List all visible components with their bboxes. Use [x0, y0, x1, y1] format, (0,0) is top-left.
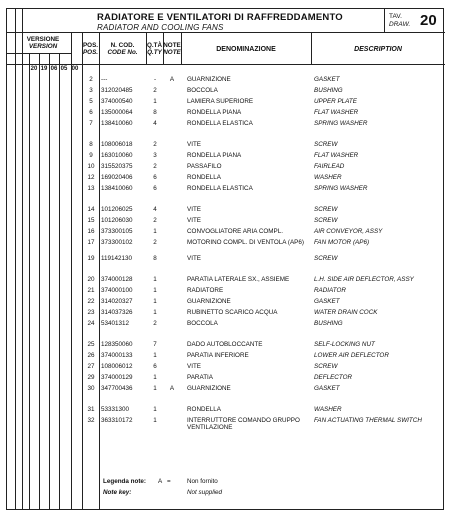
- code-header-it: N. COD.: [110, 42, 135, 49]
- part-pos: 15: [87, 217, 95, 224]
- part-pos: 9: [89, 152, 93, 159]
- part-pos: 22: [87, 298, 95, 305]
- drawing-box-divider: [384, 9, 385, 32]
- version-code: 05: [60, 66, 68, 72]
- part-qty: 4: [153, 206, 157, 213]
- part-code: 138410060: [101, 185, 133, 192]
- legend-label: Legenda note:: [103, 478, 147, 485]
- part-code: 315520375: [101, 163, 133, 170]
- part-qty: 8: [153, 109, 157, 116]
- part-pos: 23: [87, 309, 95, 316]
- page-subtitle: RADIATOR AND COOLING FANS: [97, 23, 224, 32]
- part-qty: 6: [153, 174, 157, 181]
- pos-header-it: POS.: [82, 42, 99, 49]
- part-description-it: VITE: [187, 363, 201, 370]
- part-qty: 1: [153, 406, 157, 413]
- table-row: [7, 320, 445, 331]
- legend-line-it: [103, 478, 218, 486]
- part-qty: 1: [153, 417, 157, 424]
- table-row: [7, 141, 445, 152]
- table-row: [7, 163, 445, 174]
- part-description-en: GASKET: [314, 298, 340, 305]
- part-pos: 31: [87, 406, 95, 413]
- table-row: [7, 363, 445, 374]
- part-qty: 2: [153, 141, 157, 148]
- part-description-en: L.H. SIDE AIR DEFLECTOR, ASSY: [314, 276, 414, 283]
- part-pos: 29: [87, 374, 95, 381]
- part-qty: -: [153, 76, 157, 83]
- part-description-en: SCREW: [314, 141, 338, 148]
- part-pos: 3: [89, 87, 93, 94]
- part-pos: 14: [87, 206, 95, 213]
- part-code: 373300102: [101, 239, 133, 246]
- part-code: 138410060: [101, 120, 133, 127]
- qty-header-en: Q.TY: [147, 49, 162, 56]
- table-row: [7, 239, 445, 250]
- part-qty: 6: [153, 363, 157, 370]
- part-description-it: PASSAFILO: [187, 163, 222, 170]
- part-description-it: GUARNIZIONE: [187, 298, 231, 305]
- drawing-label-it: TAV.: [389, 13, 402, 20]
- version-code: 19: [40, 66, 48, 72]
- part-description-it: RONDELLA: [187, 406, 221, 413]
- part-qty: 1: [153, 228, 157, 235]
- table-row: [7, 206, 445, 217]
- part-description-en: FLAT WASHER: [314, 109, 359, 116]
- version-code: 20: [30, 66, 38, 72]
- part-code: 101206025: [101, 206, 133, 213]
- version-header-en: VERSION: [28, 43, 58, 50]
- table-row: [7, 385, 445, 396]
- part-pos: 20: [87, 276, 95, 283]
- pos-header-en: POS.: [82, 49, 99, 56]
- part-description-it: PARATIA LATERALE SX., ASSIEME: [187, 276, 290, 283]
- qty-header: [146, 42, 163, 56]
- part-description-en: SELF-LOCKING NUT: [314, 341, 375, 348]
- part-code: 374000129: [101, 374, 133, 381]
- part-code: 314037326: [101, 309, 133, 316]
- part-code: 119142130: [101, 255, 133, 262]
- legend-label-en: Note key:: [103, 489, 132, 496]
- part-description-it: RONDELLA ELASTICA: [187, 185, 253, 192]
- part-note: A: [169, 76, 175, 83]
- drawing-label-en: DRAW.: [389, 21, 411, 28]
- part-qty: 1: [153, 309, 157, 316]
- part-qty: 1: [153, 374, 157, 381]
- qty-header-it: Q.TÀ: [146, 42, 163, 49]
- part-description-it: DADO AUTOBLOCCANTE: [187, 341, 263, 348]
- table-row: [7, 287, 445, 298]
- table-row: [7, 152, 445, 163]
- part-description-en: FAIRLEAD: [314, 163, 345, 170]
- part-code: 347700436: [101, 385, 133, 392]
- version-code: 06: [50, 66, 58, 72]
- part-qty: 1: [153, 298, 157, 305]
- part-pos: 6: [89, 109, 93, 116]
- version-header: [15, 36, 71, 50]
- part-code: 163010060: [101, 152, 133, 159]
- note-header: [163, 42, 181, 56]
- part-code: 374000133: [101, 352, 133, 359]
- legend-equals: =: [167, 478, 171, 485]
- part-qty: 7: [153, 341, 157, 348]
- part-description-it: BOCCOLA: [187, 320, 218, 327]
- part-description-en: GASKET: [314, 385, 340, 392]
- part-description-it: RONDELLA PIANA: [187, 109, 242, 116]
- part-description-it: GUARNIZIONE: [187, 76, 231, 83]
- part-description-en: SCREW: [314, 217, 338, 224]
- part-description-it: VITE: [187, 217, 201, 224]
- part-qty: 2: [153, 320, 157, 327]
- part-code: 374000128: [101, 276, 133, 283]
- table-row: [7, 87, 445, 98]
- part-description-en: SCREW: [314, 363, 338, 370]
- part-description-en: FAN MOTOR (AP6): [314, 239, 370, 246]
- part-description-en: SPRING WASHER: [314, 185, 368, 192]
- table-row: [7, 217, 445, 228]
- part-qty: 3: [153, 152, 157, 159]
- part-pos: 27: [87, 363, 95, 370]
- desc-it-header: DENOMINAZIONE: [216, 46, 276, 53]
- part-description-en: SPRING WASHER: [314, 120, 368, 127]
- part-description-en: WATER DRAIN COCK: [314, 309, 378, 316]
- part-code: 135000064: [101, 109, 133, 116]
- code-header-en: CODE No.: [107, 49, 138, 56]
- part-description-en: AIR CONVEYOR, ASSY: [314, 228, 383, 235]
- part-pos: 12: [87, 174, 95, 181]
- part-description-en: DEFLECTOR: [314, 374, 353, 381]
- page-title: RADIATORE E VENTILATORI DI RAFFREDDAMENTO: [97, 12, 343, 23]
- part-note: A: [169, 385, 175, 392]
- part-pos: 13: [87, 185, 95, 192]
- table-row: [7, 120, 445, 131]
- part-description-it: RONDELLA ELASTICA: [187, 120, 253, 127]
- table-row: [7, 298, 445, 309]
- part-code: 314020327: [101, 298, 133, 305]
- part-pos: 2: [89, 76, 93, 83]
- part-qty: 2: [153, 217, 157, 224]
- drawing-number: 20: [420, 12, 437, 29]
- table-row: [7, 309, 445, 320]
- table-row: [7, 185, 445, 196]
- part-code: 373300105: [101, 228, 133, 235]
- part-description-it: RONDELLA: [187, 174, 221, 181]
- part-description-it: GUARNIZIONE: [187, 385, 231, 392]
- part-pos: 25: [87, 341, 95, 348]
- part-pos: 26: [87, 352, 95, 359]
- part-description-it: PARATIA: [187, 374, 214, 381]
- part-description-en: WASHER: [314, 174, 342, 181]
- part-description-it: VITE: [187, 255, 201, 262]
- part-description-en: FAN ACTUATING THERMAL SWITCH: [314, 417, 422, 424]
- part-description-en: RADIATOR: [314, 287, 346, 294]
- part-description-it: RONDELLA PIANA: [187, 152, 242, 159]
- part-code: 312020485: [101, 87, 133, 94]
- legend-value: Non fornito: [187, 478, 218, 485]
- part-pos: 5: [89, 98, 93, 105]
- version-code: 00: [71, 66, 79, 72]
- table-row: [7, 374, 445, 385]
- part-code: 128350060: [101, 341, 133, 348]
- part-description-it: VITE: [187, 141, 201, 148]
- part-qty: 2: [153, 87, 157, 94]
- drawing-label: [389, 13, 410, 29]
- part-description-it: RADIATORE: [187, 287, 224, 294]
- legend-value-en: Not supplied: [187, 489, 223, 496]
- part-description-it: VITE: [187, 206, 201, 213]
- part-description-en: SCREW: [314, 255, 338, 262]
- table-row: [7, 352, 445, 363]
- code-header: [99, 42, 146, 56]
- table-row: [7, 417, 445, 431]
- table-row: [7, 174, 445, 185]
- part-qty: 1: [153, 352, 157, 359]
- part-description-it: BOCCOLA: [187, 87, 218, 94]
- part-code: ---: [101, 76, 108, 83]
- part-pos: 7: [89, 120, 93, 127]
- part-qty: 1: [153, 287, 157, 294]
- table-row: [7, 341, 445, 352]
- part-qty: 2: [153, 239, 157, 246]
- part-description-en: FLAT WASHER: [314, 152, 359, 159]
- table-row: [7, 228, 445, 239]
- part-description-en: GASKET: [314, 76, 340, 83]
- table-row: [7, 406, 445, 417]
- part-description-it: INTERRUTTORE COMANDO GRUPPO VENTILAZIONE: [187, 417, 300, 431]
- part-code: 363310172: [101, 417, 133, 424]
- part-qty: 1: [153, 98, 157, 105]
- table-row: [7, 98, 445, 109]
- part-description-it: MOTORINO COMPL. DI VENTOLA (AP6): [187, 239, 304, 246]
- note-header-en: NOTE: [163, 49, 181, 56]
- part-pos: 30: [87, 385, 95, 392]
- table-row: [7, 255, 445, 266]
- table-row: [7, 276, 445, 287]
- version-header-it: VERSIONE: [26, 36, 60, 43]
- legend-line-en: [103, 489, 223, 497]
- part-qty: 1: [153, 276, 157, 283]
- part-description-en: BUSHING: [314, 87, 343, 94]
- part-description-it: CONVOGLIATORE ARIA COMPL.: [187, 228, 283, 235]
- part-pos: 19: [87, 255, 95, 262]
- part-code: 108006012: [101, 363, 133, 370]
- part-pos: 17: [87, 239, 95, 246]
- part-description-en: LOWER AIR DEFLECTOR: [314, 352, 389, 359]
- part-code: 53401312: [101, 320, 130, 327]
- table-row: [7, 109, 445, 120]
- part-pos: 21: [87, 287, 95, 294]
- table-row: [7, 76, 445, 87]
- part-qty: 2: [153, 163, 157, 170]
- part-code: 101206030: [101, 217, 133, 224]
- part-code: 108006018: [101, 141, 133, 148]
- part-description-en: SCREW: [314, 206, 338, 213]
- parts-list-page: [6, 8, 444, 510]
- part-code: 374000100: [101, 287, 133, 294]
- part-qty: 4: [153, 120, 157, 127]
- desc-en-header: DESCRIPTION: [354, 46, 402, 53]
- part-pos: 10: [87, 163, 95, 170]
- part-pos: 32: [87, 417, 95, 424]
- part-description-en: UPPER PLATE: [314, 98, 357, 105]
- part-description-it: LAMIERA SUPERIORE: [187, 98, 254, 105]
- legend-key: A: [158, 478, 163, 485]
- part-pos: 16: [87, 228, 95, 235]
- part-code: 374000540: [101, 98, 133, 105]
- part-description-en: WASHER: [314, 406, 342, 413]
- note-header-it: NOTE: [163, 42, 181, 49]
- part-description-en: BUSHING: [314, 320, 343, 327]
- pos-header: [82, 42, 99, 56]
- part-qty: 6: [153, 185, 157, 192]
- part-code: 169020406: [101, 174, 133, 181]
- part-description-it: RUBINETTO SCARICO ACQUA: [187, 309, 278, 316]
- part-code: 53331300: [101, 406, 130, 413]
- part-pos: 24: [87, 320, 95, 327]
- header-divider: [7, 64, 445, 65]
- title-divider: [7, 32, 445, 33]
- part-qty: 1: [153, 385, 157, 392]
- part-pos: 8: [89, 141, 93, 148]
- part-description-it: PARATIA INFERIORE: [187, 352, 249, 359]
- part-qty: 8: [153, 255, 157, 262]
